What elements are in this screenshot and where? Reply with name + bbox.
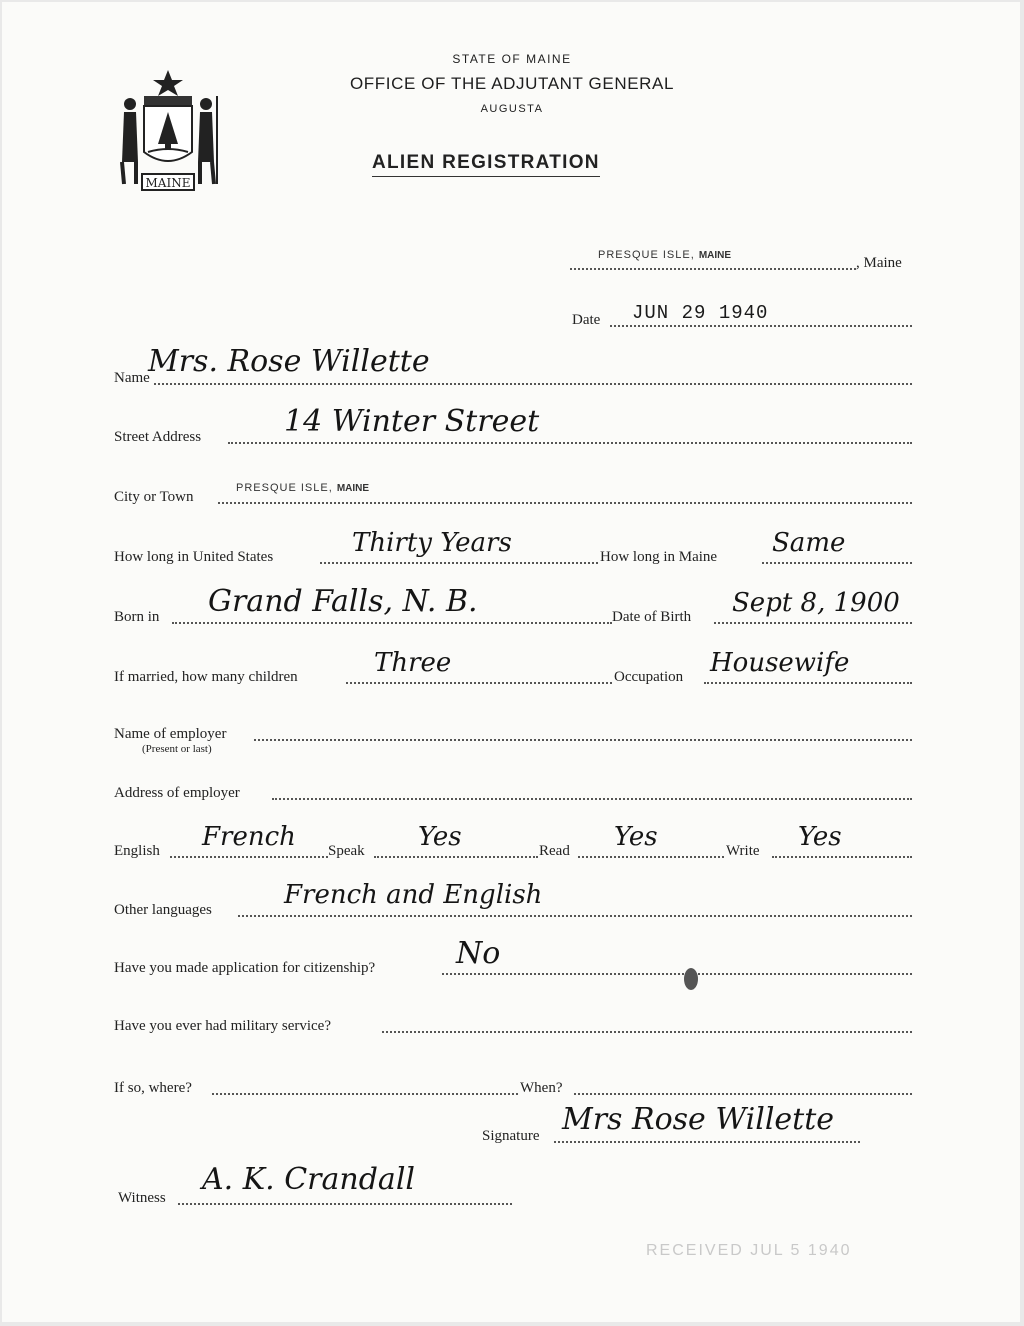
when-line[interactable]	[574, 1093, 912, 1095]
city-stamp[interactable]	[236, 482, 369, 494]
citizenship-line	[442, 973, 912, 975]
english-line	[170, 856, 328, 858]
years-us-label: How long in United States	[114, 549, 274, 565]
city-stamp-city: PRESQUE ISLE,	[236, 482, 333, 494]
english-value[interactable]: French	[202, 822, 296, 852]
children-value[interactable]: Three	[374, 648, 452, 678]
citizenship-label: Have you made application for citizenship?	[114, 960, 376, 976]
header-city: AUGUSTA	[480, 103, 544, 115]
years-maine-value[interactable]: Same	[772, 528, 846, 558]
other-languages-value[interactable]: French and English	[284, 880, 543, 910]
name-label: Name	[114, 370, 150, 386]
name-line	[154, 383, 912, 385]
form-title: ALIEN REGISTRATION	[372, 152, 600, 177]
maine-state-seal-icon	[114, 66, 222, 194]
received-stamp: RECEIVED JUL 5 1940	[646, 1242, 852, 1259]
speak-value[interactable]: Yes	[418, 822, 462, 852]
street-value[interactable]: 14 Winter Street	[284, 404, 540, 439]
write-value[interactable]: Yes	[798, 822, 842, 852]
dob-label: Date of Birth	[612, 609, 692, 625]
ink-blot	[684, 968, 698, 990]
occupation-value[interactable]: Housewife	[710, 648, 850, 678]
years-maine-line	[762, 562, 912, 564]
witness-value[interactable]: A. K. Crandall	[202, 1162, 416, 1197]
write-label: Write	[726, 843, 760, 859]
occupation-label: Occupation	[614, 669, 684, 685]
born-in-label: Born in	[114, 609, 160, 625]
place-suffix: , Maine	[856, 255, 902, 271]
born-in-line	[172, 622, 612, 624]
other-languages-line	[238, 915, 912, 917]
children-label: If married, how many children	[114, 669, 298, 685]
read-value[interactable]: Yes	[614, 822, 658, 852]
when-label: When?	[520, 1080, 563, 1096]
header-office: OFFICE OF THE ADJUTANT GENERAL	[349, 74, 675, 93]
signature-label: Signature	[482, 1128, 540, 1144]
place-line	[570, 268, 856, 270]
name-value[interactable]: Mrs. Rose Willette	[148, 344, 430, 379]
employer-line[interactable]	[254, 739, 912, 741]
children-line	[346, 682, 612, 684]
years-us-value[interactable]: Thirty Years	[352, 528, 512, 558]
signature-value[interactable]: Mrs Rose Willette	[562, 1102, 835, 1137]
date-stamp[interactable]: JUN 29 1940	[632, 302, 769, 324]
seal-ribbon-text: MAINE	[145, 176, 191, 190]
employer-sublabel: (Present or last)	[142, 743, 212, 755]
header-state: STATE OF MAINE	[452, 52, 572, 66]
city-line	[218, 502, 912, 504]
witness-line	[178, 1203, 512, 1205]
dob-value[interactable]: Sept 8, 1900	[732, 588, 900, 618]
military-line[interactable]	[382, 1031, 912, 1033]
other-languages-label: Other languages	[114, 902, 212, 918]
place-stamp-state: MAINE	[698, 250, 732, 261]
employer-label: Name of employer	[114, 726, 227, 742]
employer-address-line[interactable]	[272, 798, 912, 800]
place-stamp	[598, 249, 731, 261]
witness-label: Witness	[118, 1190, 166, 1206]
where-label: If so, where?	[114, 1080, 192, 1096]
dob-line	[714, 622, 912, 624]
registration-form	[2, 2, 1020, 1322]
street-label: Street Address	[114, 429, 202, 445]
occupation-line	[704, 682, 912, 684]
english-label: English	[114, 843, 160, 859]
speak-label: Speak	[328, 843, 365, 859]
date-label: Date	[572, 312, 601, 328]
where-line[interactable]	[212, 1093, 518, 1095]
read-label: Read	[539, 843, 570, 859]
citizenship-value[interactable]: No	[456, 936, 501, 971]
employer-address-label: Address of employer	[114, 785, 240, 801]
speak-line	[374, 856, 538, 858]
read-line	[578, 856, 724, 858]
date-line	[610, 325, 912, 327]
city-stamp-state: MAINE	[336, 483, 370, 494]
signature-line	[554, 1141, 860, 1143]
military-label: Have you ever had military service?	[114, 1018, 331, 1034]
born-in-value[interactable]: Grand Falls, N. B.	[208, 584, 478, 619]
write-line	[772, 856, 912, 858]
city-label: City or Town	[114, 489, 194, 505]
street-line	[228, 442, 912, 444]
years-us-line	[320, 562, 598, 564]
place-stamp-city: PRESQUE ISLE,	[598, 249, 695, 261]
years-maine-label: How long in Maine	[600, 549, 718, 565]
